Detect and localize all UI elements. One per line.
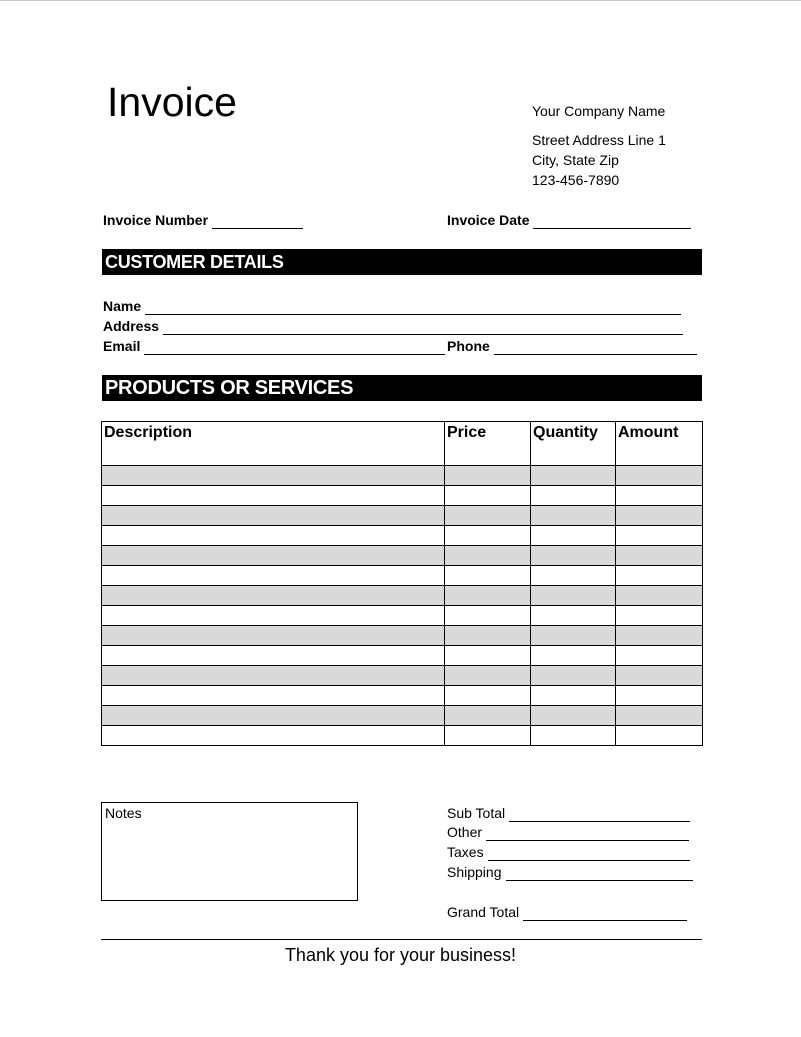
cell-amount[interactable]: [616, 486, 703, 506]
grand-total-field[interactable]: [447, 904, 687, 921]
cell-amount[interactable]: [616, 626, 703, 646]
products-services-header: PRODUCTS OR SERVICES: [102, 375, 702, 401]
table-row: [102, 626, 703, 646]
invoice-date-field[interactable]: [447, 212, 691, 229]
cell-quantity[interactable]: [531, 486, 616, 506]
table-row: [102, 546, 703, 566]
cell-amount[interactable]: [616, 526, 703, 546]
table-row: [102, 706, 703, 726]
taxes-blank[interactable]: [488, 847, 690, 861]
grand-total-label: Grand Total: [447, 904, 520, 920]
customer-phone-field[interactable]: [447, 338, 697, 355]
cell-description[interactable]: [102, 546, 445, 566]
subtotal-blank[interactable]: [509, 808, 690, 822]
table-row: [102, 666, 703, 686]
company-street: Street Address Line 1: [532, 132, 666, 148]
cell-description[interactable]: [102, 706, 445, 726]
company-name: Your Company Name: [532, 103, 666, 119]
cell-description[interactable]: [102, 466, 445, 486]
cell-description[interactable]: [102, 646, 445, 666]
cell-amount[interactable]: [616, 646, 703, 666]
thank-you-message: Thank you for your business!: [284, 945, 517, 965]
footer-thanks: [0, 944, 801, 966]
column-header-quantity: Quantity: [531, 422, 616, 466]
company-phone: 123-456-7890: [532, 172, 620, 188]
cell-amount[interactable]: [616, 706, 703, 726]
column-header-price: Price: [445, 422, 531, 466]
table-row: [102, 606, 703, 626]
cell-quantity[interactable]: [531, 606, 616, 626]
cell-price[interactable]: [445, 726, 531, 746]
table-row: [102, 506, 703, 526]
cell-price[interactable]: [445, 526, 531, 546]
cell-amount[interactable]: [616, 726, 703, 746]
customer-name-field[interactable]: [103, 298, 681, 315]
cell-description[interactable]: [102, 666, 445, 686]
cell-description[interactable]: [102, 686, 445, 706]
cell-description[interactable]: [102, 486, 445, 506]
cell-quantity[interactable]: [531, 666, 616, 686]
cell-price[interactable]: [445, 646, 531, 666]
footer-divider: [101, 939, 702, 940]
customer-address-field[interactable]: [103, 318, 683, 335]
shipping-label: Shipping: [447, 864, 502, 880]
taxes-label: Taxes: [447, 844, 484, 860]
column-header-description: Description: [102, 422, 445, 466]
table-row: [102, 586, 703, 606]
invoice-number-label: Invoice Number: [103, 212, 209, 228]
cell-price[interactable]: [445, 586, 531, 606]
column-header-amount: Amount: [616, 422, 703, 466]
cell-price[interactable]: [445, 626, 531, 646]
cell-price[interactable]: [445, 486, 531, 506]
customer-name-label: Name: [103, 298, 142, 314]
invoice-date-label: Invoice Date: [447, 212, 530, 228]
cell-price[interactable]: [445, 706, 531, 726]
cell-quantity[interactable]: [531, 626, 616, 646]
cell-amount[interactable]: [616, 566, 703, 586]
invoice-number-blank[interactable]: [212, 215, 303, 229]
notes-box[interactable]: [101, 802, 358, 901]
other-blank[interactable]: [486, 827, 689, 841]
customer-phone-label: Phone: [447, 338, 490, 354]
cell-quantity[interactable]: [531, 706, 616, 726]
table-row: [102, 566, 703, 586]
notes-label: Notes: [105, 805, 142, 821]
cell-amount[interactable]: [616, 466, 703, 486]
subtotal-label: Sub Total: [447, 805, 506, 821]
cell-amount[interactable]: [616, 666, 703, 686]
table-row: [102, 486, 703, 506]
cell-quantity[interactable]: [531, 726, 616, 746]
cell-amount[interactable]: [616, 506, 703, 526]
cell-amount[interactable]: [616, 546, 703, 566]
customer-email-blank[interactable]: [144, 341, 445, 355]
invoice-number-field[interactable]: [103, 212, 303, 229]
invoice-date-blank[interactable]: [533, 215, 691, 229]
cell-price[interactable]: [445, 466, 531, 486]
customer-email-field[interactable]: [103, 338, 445, 355]
cell-amount[interactable]: [616, 586, 703, 606]
cell-price[interactable]: [445, 666, 531, 686]
line-items-table: [101, 421, 703, 746]
cell-price[interactable]: [445, 506, 531, 526]
cell-description[interactable]: [102, 726, 445, 746]
cell-description[interactable]: [102, 586, 445, 606]
company-city: City, State Zip: [532, 152, 619, 168]
table-row: [102, 686, 703, 706]
other-label: Other: [447, 824, 483, 840]
shipping-field[interactable]: [447, 864, 693, 881]
table-row: [102, 466, 703, 486]
invoice-title: Invoice: [107, 79, 237, 125]
customer-address-label: Address: [103, 318, 160, 334]
cell-quantity[interactable]: [531, 506, 616, 526]
cell-amount[interactable]: [616, 606, 703, 626]
table-header-row: [102, 422, 703, 466]
cell-price[interactable]: [445, 606, 531, 626]
table-row: [102, 526, 703, 546]
cell-quantity[interactable]: [531, 686, 616, 706]
cell-price[interactable]: [445, 566, 531, 586]
cell-amount[interactable]: [616, 686, 703, 706]
other-field[interactable]: [447, 824, 689, 841]
subtotal-field[interactable]: [447, 805, 690, 822]
cell-description[interactable]: [102, 626, 445, 646]
cell-quantity[interactable]: [531, 646, 616, 666]
customer-phone-blank[interactable]: [494, 341, 697, 355]
cell-quantity[interactable]: [531, 546, 616, 566]
customer-name-blank[interactable]: [145, 301, 681, 315]
grand-total-blank[interactable]: [523, 907, 687, 921]
cell-price[interactable]: [445, 686, 531, 706]
taxes-field[interactable]: [447, 844, 690, 861]
customer-address-blank[interactable]: [163, 321, 683, 335]
customer-details-header: CUSTOMER DETAILS: [102, 249, 702, 275]
cell-price[interactable]: [445, 546, 531, 566]
cell-quantity[interactable]: [531, 586, 616, 606]
cell-quantity[interactable]: [531, 566, 616, 586]
table-row: [102, 726, 703, 746]
page-top-border: [0, 0, 801, 1]
cell-description[interactable]: [102, 526, 445, 546]
cell-quantity[interactable]: [531, 526, 616, 546]
cell-description[interactable]: [102, 506, 445, 526]
customer-email-label: Email: [103, 338, 141, 354]
table-row: [102, 646, 703, 666]
cell-description[interactable]: [102, 566, 445, 586]
shipping-blank[interactable]: [506, 867, 693, 881]
cell-description[interactable]: [102, 606, 445, 626]
cell-quantity[interactable]: [531, 466, 616, 486]
